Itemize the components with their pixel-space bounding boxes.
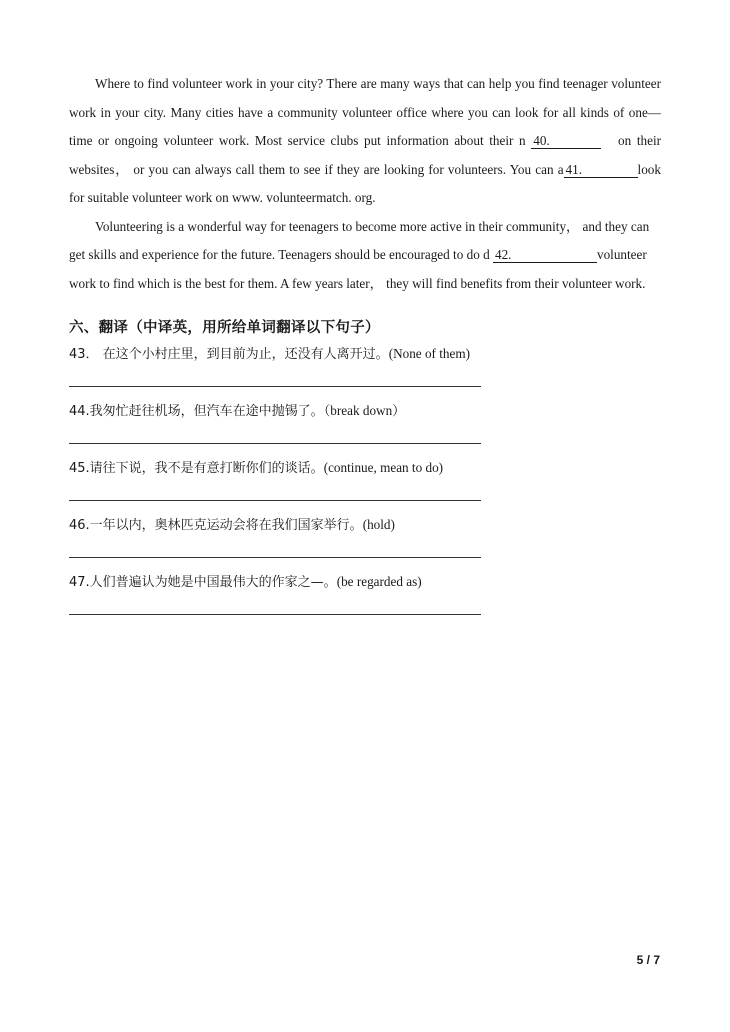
answer-line-47[interactable] (69, 614, 481, 615)
question-hint: (None of them) (388, 346, 470, 361)
question-text: 46.一年以内，奥林匹克运动会将在我们国家举行。 (69, 518, 363, 533)
reading-passage (69, 70, 661, 298)
question-hint: (continue, mean to do) (323, 460, 444, 475)
question-text: 45.请往下说，我不是有意打断你们的谈话。 (69, 461, 324, 476)
passage-text: volunteer work to find which is the best for them. A few years later， they will find benefits from their volunteer work. (69, 247, 647, 291)
section-title: 六、翻译（中译英，用所给单词翻译以下句子） (69, 320, 380, 336)
question-text: 43． 在这个小村庄里，到目前为止，还没有人离开过。 (69, 347, 389, 362)
question-hint: （break down） (323, 403, 406, 418)
question-44 (69, 400, 405, 419)
question-hint: (be regarded as) (336, 574, 422, 589)
passage-text: on their websites， or you can always call them to see if they are looking for volunteers. You can a (69, 133, 662, 177)
answer-line-43[interactable] (69, 386, 481, 387)
answer-line-46[interactable] (69, 557, 481, 558)
passage-text: Where to find volunteer work in your city? There are many ways that can help you find teenager volunteer work in your city. Many cities have a community volunteer office where you can look for all kinds of one—time or ongoing volunteer work. Most service clubs put information about their n (69, 76, 661, 148)
passage-text: look for suitable volunteer work on www. volunteermatch. org. (69, 161, 661, 205)
question-hint: (hold) (362, 517, 395, 532)
question-47 (69, 571, 422, 590)
blank-42[interactable]: 42. (493, 248, 597, 263)
passage-paragraph-2 (69, 213, 661, 299)
passage-paragraph-1 (69, 70, 661, 213)
blank-40[interactable]: 40. (531, 134, 601, 149)
page-number: 5 / 7 (636, 953, 660, 967)
question-46 (69, 514, 395, 533)
question-text: 47.人们普遍认为她是中国最伟大的作家之—。 (69, 575, 337, 590)
passage-text: Volunteering is a wonderful way for teenagers to become more active in their community， and they can get skills and experience for the future. Teenagers should be encouraged to do d (69, 218, 650, 262)
question-45 (69, 457, 443, 476)
answer-line-44[interactable] (69, 443, 481, 444)
answer-line-45[interactable] (69, 500, 481, 501)
blank-41[interactable]: 41. (564, 163, 638, 178)
question-43 (69, 343, 470, 362)
question-text: 44.我匆忙赶往机场，但汽车在途中抛锡了。 (69, 404, 324, 419)
